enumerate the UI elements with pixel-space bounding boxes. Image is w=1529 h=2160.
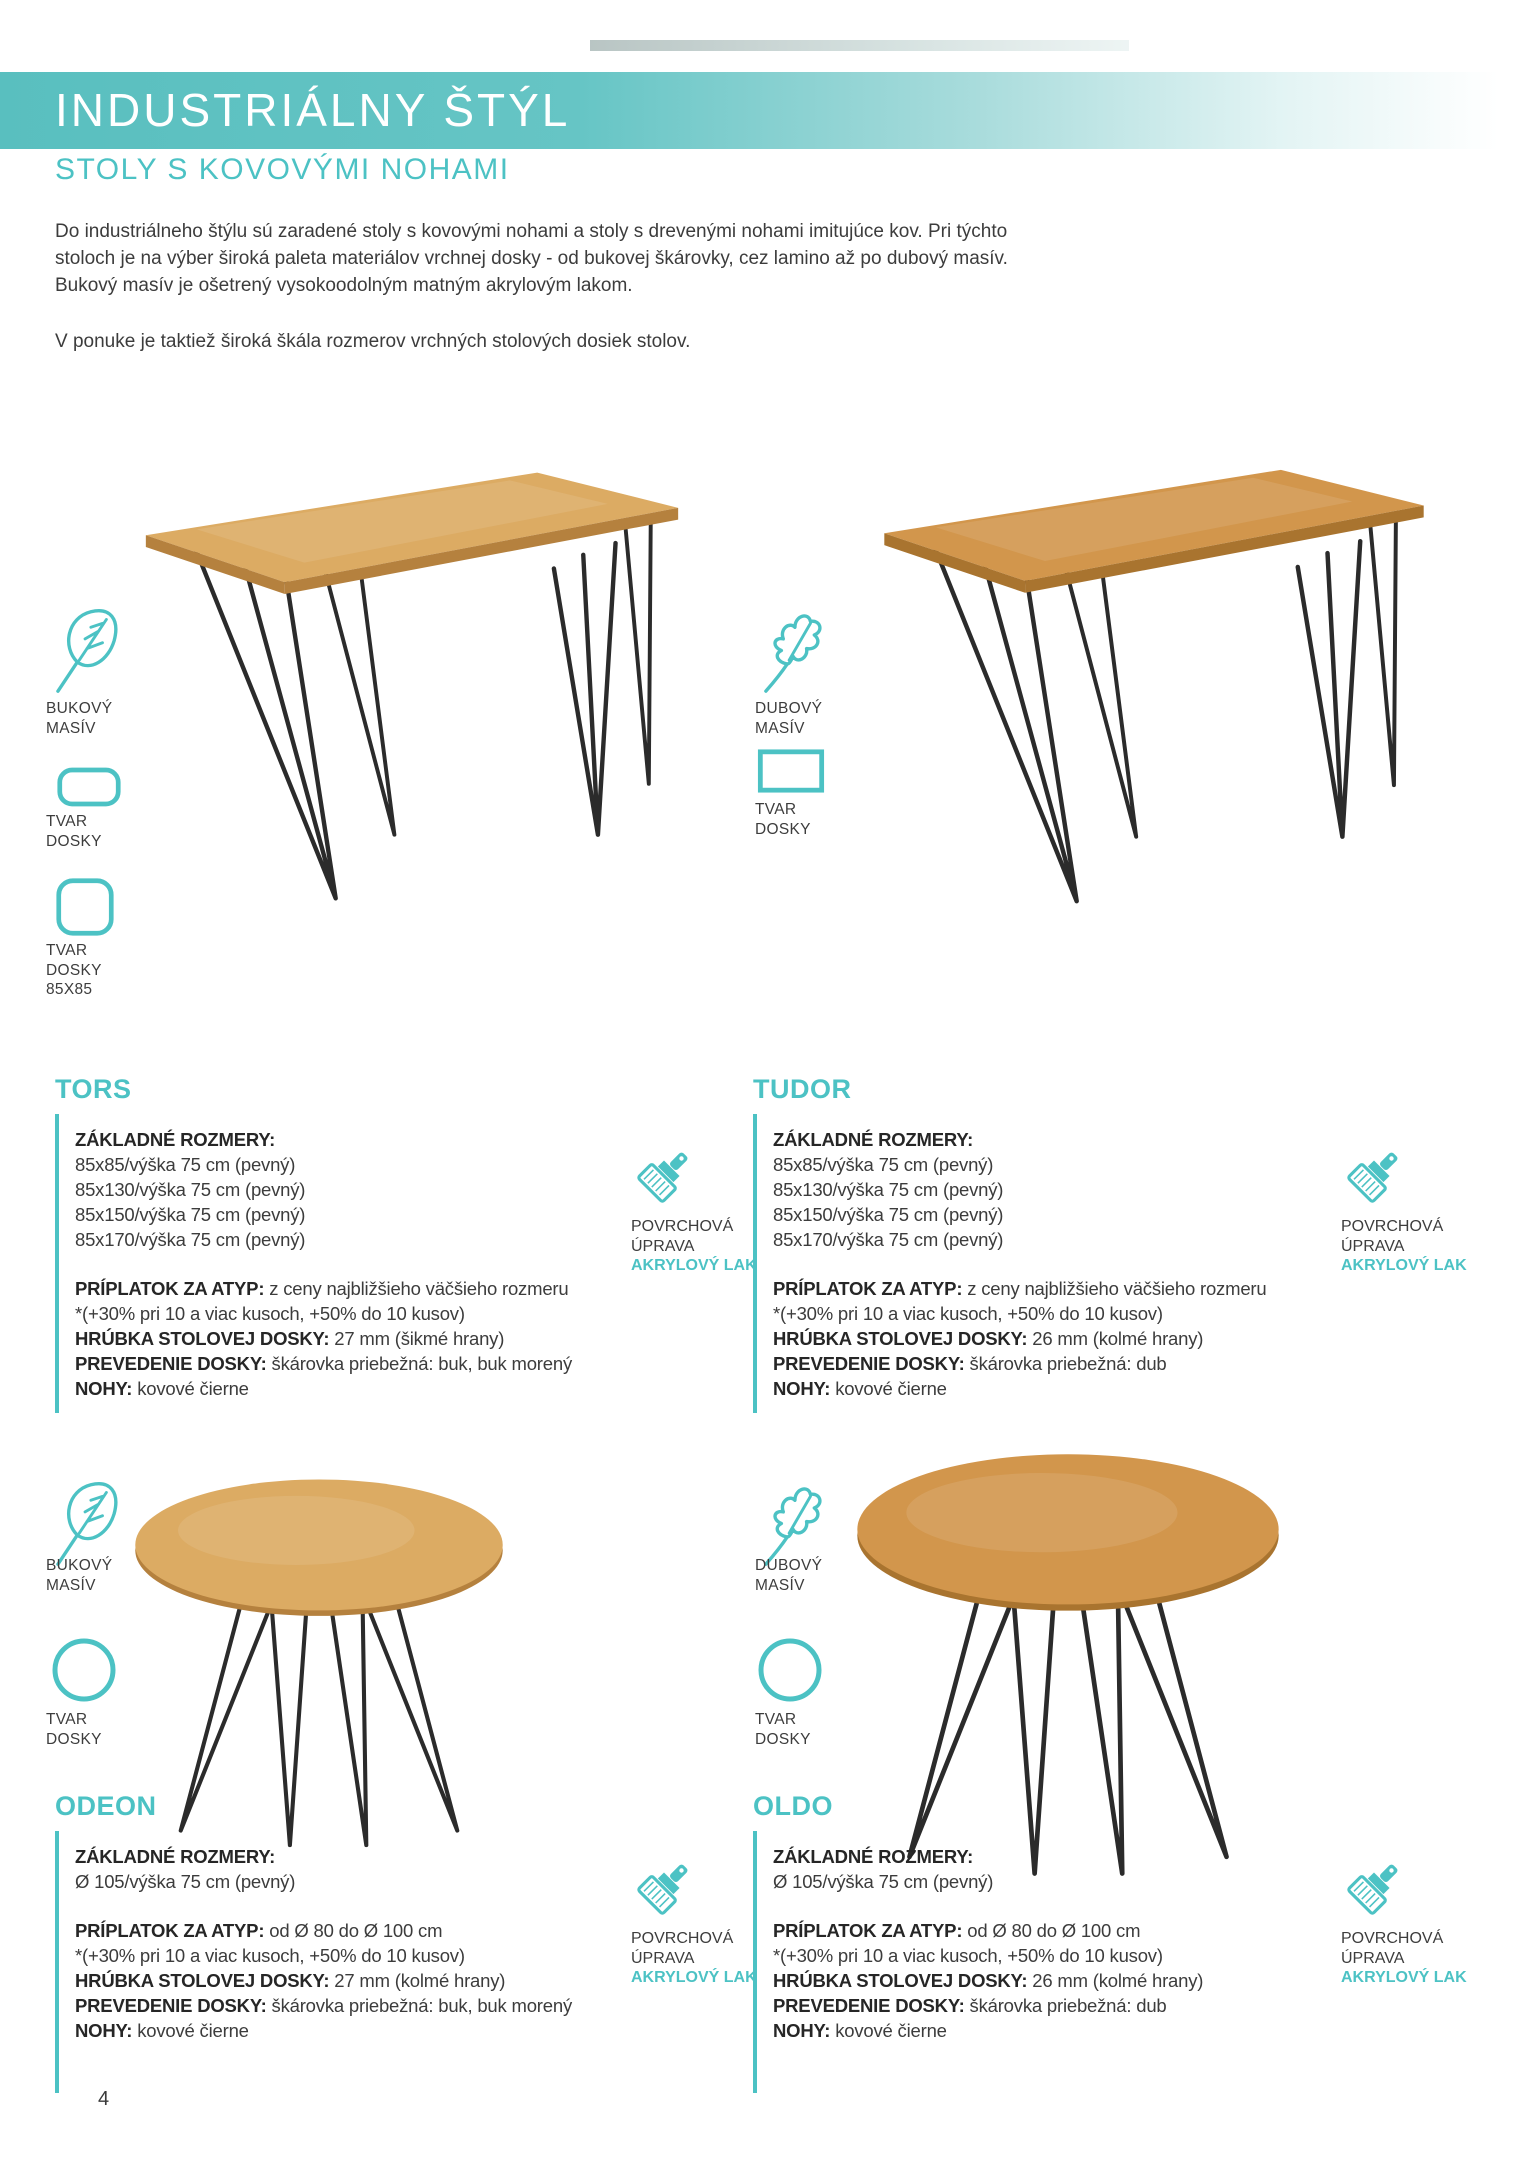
spec-line: HRÚBKA STOLOVEJ DOSKY: 27 mm (šikmé hrany)	[75, 1328, 505, 1349]
material-badge-label: DUBOVÝ MASÍV	[755, 1557, 823, 1594]
product-card-odeon	[55, 1791, 680, 2093]
product-name: OLDO	[753, 1791, 833, 1821]
size-line: 85x130/výška 75 cm (pevný)	[75, 1179, 306, 1200]
product-card-tors	[55, 1074, 680, 1413]
spec-line: PRÍPLATOK ZA ATYP: od Ø 80 do Ø 100 cm	[75, 1920, 443, 1941]
page-number: 4	[98, 2088, 110, 2110]
product-name: TUDOR	[753, 1074, 852, 1104]
product-name: TORS	[55, 1074, 132, 1104]
product-card-tudor	[753, 1074, 1378, 1413]
spec-line: HRÚBKA STOLOVEJ DOSKY: 27 mm (kolmé hrany)	[75, 1970, 506, 1991]
spec-line: PREVEDENIE DOSKY: škárovka priebežná: buk, buk morený	[75, 1353, 572, 1374]
spec-line: *(+30% pri 10 a viac kusoch, +50% do 10 kusov)	[75, 1945, 465, 1966]
size-line: 85x170/výška 75 cm (pevný)	[75, 1229, 306, 1250]
rounded-square-icon	[55, 877, 115, 937]
oak-leaf-icon	[753, 604, 833, 696]
size-line: 85x170/výška 75 cm (pevný)	[773, 1229, 1004, 1250]
size-line: 85x85/výška 75 cm (pevný)	[773, 1154, 994, 1175]
circle-icon	[50, 1636, 118, 1704]
product-photo-tudor	[848, 450, 1460, 916]
sizes-heading: ZÁKLADNÉ ROZMERY:	[75, 1846, 276, 1867]
shape-badge-label: TVAR DOSKY	[46, 813, 102, 850]
product-spec-body	[55, 1831, 680, 2093]
size-line: Ø 105/výška 75 cm (pevný)	[75, 1871, 296, 1892]
spec-line: PRÍPLATOK ZA ATYP: od Ø 80 do Ø 100 cm	[773, 1920, 1141, 1941]
shape-badge-label: TVAR DOSKY	[755, 1711, 811, 1748]
finish-value: AKRYLOVÝ LAK	[631, 1257, 757, 1274]
size-line: 85x130/výška 75 cm (pevný)	[773, 1179, 1004, 1200]
finish-label: POVRCHOVÁ ÚPRAVA	[631, 1930, 734, 1967]
finish-value: AKRYLOVÝ LAK	[631, 1969, 757, 1986]
finish-label: POVRCHOVÁ ÚPRAVA	[1341, 1930, 1444, 1967]
finish-value: AKRYLOVÝ LAK	[1341, 1969, 1467, 1986]
rectangle-icon	[756, 748, 826, 794]
size-line: 85x85/výška 75 cm (pevný)	[75, 1154, 296, 1175]
beech-leaf-icon	[46, 604, 128, 696]
finish-value: AKRYLOVÝ LAK	[1341, 1257, 1467, 1274]
spec-line: *(+30% pri 10 a viac kusoch, +50% do 10 kusov)	[75, 1303, 465, 1324]
page-edge-artifact	[590, 40, 1129, 51]
spec-line: NOHY: kovové čierne	[773, 2020, 947, 2041]
material-badge-label: BUKOVÝ MASÍV	[46, 1557, 113, 1594]
shape-badge-label: TVAR DOSKY	[46, 1711, 102, 1748]
spec-line: PREVEDENIE DOSKY: škárovka priebežná: dub	[773, 1995, 1167, 2016]
banner	[0, 72, 1529, 149]
product-spec-body	[753, 1831, 1378, 2093]
page-title: INDUSTRIÁLNY ŠTÝL	[55, 84, 571, 136]
size-line: 85x150/výška 75 cm (pevný)	[75, 1204, 306, 1225]
spec-line: PREVEDENIE DOSKY: škárovka priebežná: dub	[773, 1353, 1167, 1374]
spec-line: HRÚBKA STOLOVEJ DOSKY: 26 mm (kolmé hrany)	[773, 1328, 1204, 1349]
product-photo-tors	[138, 450, 686, 916]
spec-line: PRÍPLATOK ZA ATYP: z ceny najbližšieho väčšieho rozmeru	[75, 1278, 569, 1299]
material-badge-label: DUBOVÝ MASÍV	[755, 700, 823, 737]
material-badge-label: BUKOVÝ MASÍV	[46, 700, 113, 737]
spec-line: NOHY: kovové čierne	[773, 1378, 947, 1399]
finish-label: POVRCHOVÁ ÚPRAVA	[631, 1218, 734, 1255]
sizes-heading: ZÁKLADNÉ ROZMERY:	[773, 1846, 974, 1867]
rounded-rect-icon	[56, 766, 122, 808]
section-subtitle: STOLY S KOVOVÝMI NOHAMI	[55, 153, 510, 186]
spec-line: *(+30% pri 10 a viac kusoch, +50% do 10 kusov)	[773, 1945, 1163, 1966]
spec-line: PRÍPLATOK ZA ATYP: z ceny najbližšieho väčšieho rozmeru	[773, 1278, 1267, 1299]
finish-label: POVRCHOVÁ ÚPRAVA	[1341, 1218, 1444, 1255]
size-line: Ø 105/výška 75 cm (pevný)	[773, 1871, 994, 1892]
spec-line: NOHY: kovové čierne	[75, 1378, 249, 1399]
spec-line: NOHY: kovové čierne	[75, 2020, 249, 2041]
sizes-heading: ZÁKLADNÉ ROZMERY:	[773, 1129, 974, 1150]
size-line: 85x150/výška 75 cm (pevný)	[773, 1204, 1004, 1225]
shape-badge-label: TVAR DOSKY	[755, 801, 811, 838]
circle-icon	[756, 1636, 824, 1704]
intro-paragraph-2: V ponuke je taktiež široká škála rozmerov vrchných stolových dosiek stolov.	[55, 331, 691, 352]
product-card-oldo	[753, 1791, 1378, 2093]
product-spec-body	[753, 1114, 1378, 1413]
spec-line: HRÚBKA STOLOVEJ DOSKY: 26 mm (kolmé hrany)	[773, 1970, 1204, 1991]
product-spec-body	[55, 1114, 680, 1413]
shape-badge-label: TVAR DOSKY 85X85	[46, 942, 102, 998]
sizes-heading: ZÁKLADNÉ ROZMERY:	[75, 1129, 276, 1150]
spec-line: PREVEDENIE DOSKY: škárovka priebežná: buk, buk morený	[75, 1995, 572, 2016]
intro-paragraph-1: Do industriálneho štýlu sú zaradené stoly s kovovými nohami a stoly s drevenými nohami imitujúce kov. Pri týchto stoloch je na výber široká paleta materiálov vrchnej dosky - od bukovej škárovky, cez lamino až po dubový masív. Bukový masív je ošetrený vysokoodolným matným akrylovým lakom.	[55, 221, 1008, 296]
spec-line: *(+30% pri 10 a viac kusoch, +50% do 10 kusov)	[773, 1303, 1163, 1324]
product-name: ODEON	[55, 1791, 157, 1821]
